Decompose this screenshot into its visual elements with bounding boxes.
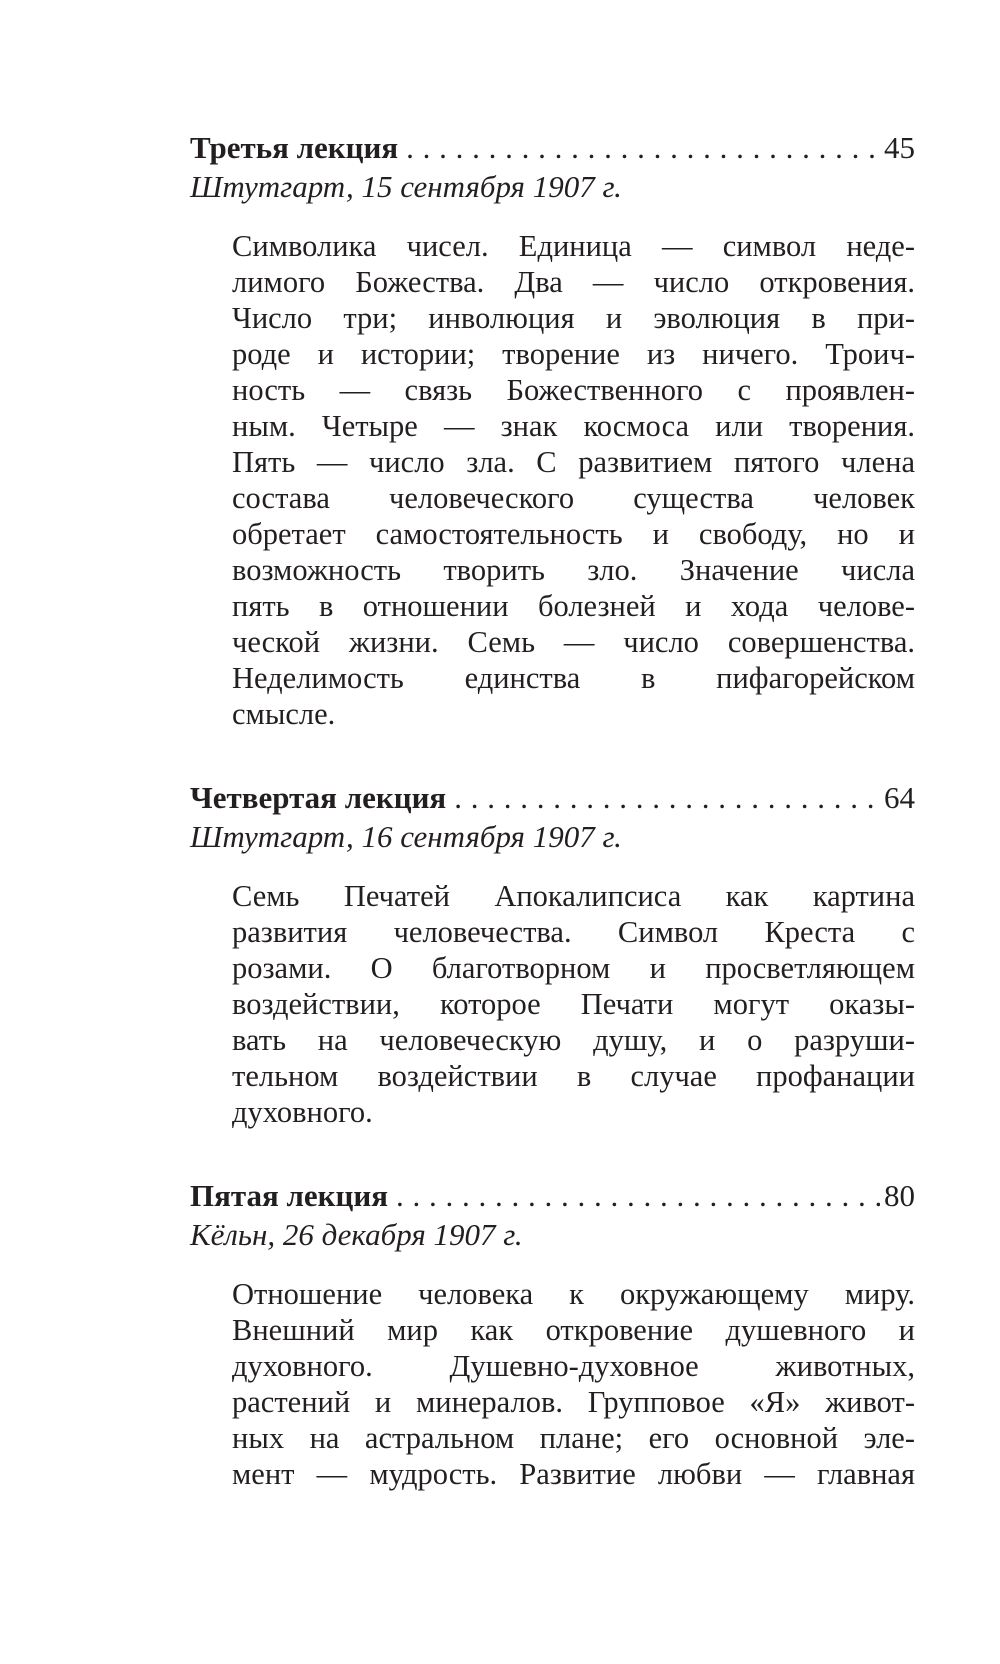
toc-entry-lecture-4 bbox=[190, 780, 915, 1130]
summary-line: вать на человеческую душу, и о разруши- bbox=[232, 1023, 915, 1057]
summary-line: развития человечества. Символ Креста с bbox=[232, 915, 915, 949]
summary-line: растений и минералов. Групповое «Я» живот- bbox=[232, 1385, 915, 1419]
page-number: 64 bbox=[884, 780, 915, 815]
summary-line: пять в отношении болезней и хода челове- bbox=[232, 589, 915, 623]
summary-line: ным. Четыре — знак космоса или творения. bbox=[232, 409, 915, 443]
lecture-place-date: Кёльн, 26 декабря 1907 г. bbox=[190, 1217, 523, 1252]
lecture-summary bbox=[232, 878, 915, 1130]
summary-line: ных на астральном плане; его основной эле- bbox=[232, 1421, 915, 1455]
summary-line: Символика чисел. Единица — символ неде- bbox=[232, 229, 915, 263]
lecture-title: Третья лекция bbox=[190, 130, 399, 165]
summary-line: духовного. Душевно-духовное животных, bbox=[232, 1349, 915, 1383]
toc-entry-heading bbox=[190, 130, 915, 166]
summary-line: Семь Печатей Апокалипсиса как картина bbox=[232, 879, 915, 913]
summary-line: состава человеческого существа человек bbox=[232, 481, 915, 515]
summary-line: Неделимость единства в пифагорейском bbox=[232, 661, 915, 695]
summary-line: Отношение человека к окружающему миру. bbox=[232, 1277, 915, 1311]
dot-leader bbox=[396, 1178, 880, 1214]
toc-entry-lecture-3 bbox=[190, 130, 915, 732]
lecture-place-date: Штутгарт, 16 сентября 1907 г. bbox=[190, 819, 622, 854]
summary-line: воздействии, которое Печати могут оказы- bbox=[232, 987, 915, 1021]
summary-line: смысле. bbox=[232, 697, 336, 731]
summary-line: обретает самостоятельность и свободу, но и bbox=[232, 517, 915, 551]
dot-leader bbox=[406, 130, 880, 166]
dot-leader bbox=[454, 780, 880, 816]
page-number: 45 bbox=[884, 130, 915, 165]
summary-line: ческой жизни. Семь — число совершенства. bbox=[232, 625, 915, 659]
lecture-title: Четвертая лекция bbox=[190, 780, 447, 815]
summary-line: ность — связь Божественного с проявлен- bbox=[232, 373, 915, 407]
page-number: 80 bbox=[884, 1178, 915, 1213]
lecture-summary bbox=[232, 228, 915, 732]
table-of-contents bbox=[190, 130, 915, 1540]
summary-line: духовного. bbox=[232, 1095, 373, 1129]
summary-line: Пять — число зла. С развитием пятого члена bbox=[232, 445, 915, 479]
lecture-title: Пятая лекция bbox=[190, 1178, 389, 1213]
summary-line: тельном воздействии в случае профанации bbox=[232, 1059, 915, 1093]
lecture-place-date: Штутгарт, 15 сентября 1907 г. bbox=[190, 169, 622, 204]
summary-line: розами. О благотворном и просветляющем bbox=[232, 951, 915, 985]
summary-line: Число три; инволюция и эволюция в при- bbox=[232, 301, 915, 335]
summary-line: лимого Божества. Два — число откровения. bbox=[232, 265, 915, 299]
summary-line: роде и истории; творение из ничего. Троич- bbox=[232, 337, 915, 371]
toc-entry-heading bbox=[190, 1178, 915, 1214]
toc-entry-heading bbox=[190, 780, 915, 816]
summary-line: мент — мудрость. Развитие любви — главная bbox=[232, 1457, 915, 1491]
summary-line: Внешний мир как откровение душевного и bbox=[232, 1313, 915, 1347]
summary-line: возможность творить зло. Значение числа bbox=[232, 553, 915, 587]
toc-entry-lecture-5 bbox=[190, 1178, 915, 1492]
lecture-summary bbox=[232, 1276, 915, 1492]
